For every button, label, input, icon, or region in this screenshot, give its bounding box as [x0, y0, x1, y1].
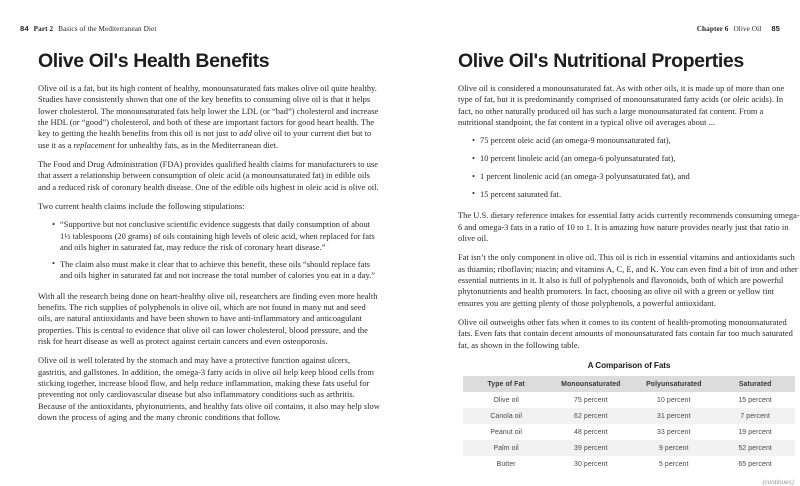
emphasis-replacement: replacement [73, 139, 115, 150]
list-item-label: 75 percent oleic acid (an omega-9 monounsaturated fat), [480, 135, 671, 146]
paragraph-dietary-ratio: The U.S. dietary reference intakes for essential fatty acids currently recommends consuming omega-6 and omega-3 fats in a ratio of 10 to 1. It is amazing how nature provides nearly just that ratio in olive oil. [458, 210, 800, 243]
paragraph-health-intro-part1: Olive oil is a fat, but its high content of healthy, monounsaturated fats makes olive oil quite healthy. Studies have consistently shown that one of the key benefits to consuming olive oil is that it helps lower cholesterol. The monounsaturated fats help lower the LDL (or “bad”) cholesterol and increase the HDL (or “good”) cholesterol, and both of these are important factors for good heart health. The key to getting the health benefits from this oil is not just to [38, 83, 379, 139]
cell-fat-type: Canola oil [490, 412, 522, 420]
list-item [467, 153, 800, 164]
paragraph-health-intro-part2: olive oil to your current diet but to use it as a [38, 128, 372, 150]
bullet-icon: • [52, 258, 55, 269]
fat-composition-list [467, 135, 800, 200]
cell-polyunsaturated: 31 percent [657, 412, 691, 420]
paragraph-table-lead-in: Olive oil outweighs other fats when it comes to its content of health-promoting monounsaturated fats. Even fats that contain decent amounts of monounsaturated fats contain far too much saturated fat, as shown in the following table. [458, 317, 793, 350]
column-header-type: Type of Fat [487, 380, 525, 388]
cell-polyunsaturated: 9 percent [658, 444, 689, 452]
table-row [463, 392, 795, 408]
cell-fat-type: Butter [496, 460, 516, 468]
cell-monounsaturated: 30 percent [574, 460, 608, 468]
table-continues-note: (continues) [762, 478, 794, 486]
table-header-row [463, 376, 795, 392]
paragraph-health-intro [38, 83, 380, 151]
page-title-health-benefits: Olive Oil's Health Benefits [38, 50, 270, 72]
right-column [458, 50, 800, 486]
list-item [467, 171, 800, 182]
column-header-saturated: Saturated [738, 380, 772, 388]
column-header-polyunsaturated: Polyunsaturated [646, 380, 702, 388]
cell-monounsaturated: 75 percent [574, 396, 608, 404]
chapter-title: Olive Oil [733, 25, 762, 33]
list-item [47, 219, 380, 253]
list-item-label: “Supportive but not conclusive scientific evidence suggests that daily consumption of about 1½ tablespoons (20 grams) of oils containing high levels of oleic acid, when replaced for fats and oils higher in saturated fat, may reduce the risk of coronary heart disease.” [60, 219, 375, 253]
running-head-left [20, 24, 156, 33]
list-item-label: The claim also must make it clear that to achieve this benefit, these oils “should replace fats and oils higher in saturated fat and not increase the total number of calories you eat in a day.” [60, 258, 376, 281]
paragraph-research-benefits: With all the research being done on heart-healthy olive oil, researchers are finding even more health benefits. The rich supplies of polyphenols in olive oil, which are not found in many nut and seed oils, are natural antioxidants and have been shown to have anti-inflammatory and anticoagulant properties. This is central to evidence that olive oil can lower cholesterol, blood pressure, and the risk for heart disease as well as protect against certain cancers and even osteoporosis. [38, 290, 378, 347]
list-item [467, 135, 800, 146]
paragraph-vitamins-antioxidants: Fat isn’t the only component in olive oil. This oil is rich in essential vitamins and antioxidants such as thiamin; riboflavin; niacin; and vitamins A, C, E, and K. You can even find a bit of iron and other essential nutrients in it. It also is full of polyphenols and flavonoids, both of which are powerful phytonutrients and health promoters. In fact, choosing an olive oil with a green or yellow tint ensures you are getting plenty of those polyphenols, a powerful antioxidant. [458, 252, 798, 308]
list-item-label: 15 percent saturated fat. [480, 188, 562, 199]
table-row [463, 456, 795, 472]
list-item-label: 1 percent linolenic acid (an omega-3 polyunsaturated fat), and [480, 171, 690, 182]
bullet-icon: • [472, 188, 475, 199]
cell-polyunsaturated: 33 percent [657, 428, 691, 436]
chapter-label: Chapter 6 [696, 25, 729, 33]
bullet-icon: • [52, 218, 55, 229]
paragraph-monounsaturated-intro: Olive oil is considered a monounsaturated fat. As with other oils, it is made up of more than one type of fat, but it is predominantly comprised of monounsaturated fatty acids (or oleic acids). In fact, no other naturally produced oil has such a large monounsaturated fat content. From a nutritional standpoint, the fat content in a typical olive oil averages about ... [458, 83, 785, 128]
emphasis-add: add [239, 128, 252, 139]
part-label: Part 2 [33, 25, 54, 33]
list-item [467, 189, 800, 200]
page-folio-right: 85 [771, 24, 780, 33]
table-body [463, 392, 795, 472]
bullet-icon: • [472, 152, 475, 163]
list-item [47, 259, 380, 282]
column-header-monounsaturated: Monounsaturated [561, 380, 621, 388]
cell-fat-type: Olive oil [493, 396, 519, 404]
paragraph-fda-claims: The Food and Drug Administration (FDA) provides qualified health claims for manufacturers to use that assert a relationship between consumption of oleic acid (a monounsaturated fat) in edible oils and a reduced risk of coronary health disease. One of the edible oils highest in oleic acid is olive oil. [38, 159, 379, 192]
cell-fat-type: Palm oil [493, 444, 519, 452]
table-row [463, 424, 795, 440]
table-header [463, 376, 795, 392]
cell-polyunsaturated: 5 percent [658, 460, 689, 468]
cell-saturated: 15 percent [738, 396, 772, 404]
cell-saturated: 7 percent [740, 412, 770, 420]
table-title: A Comparison of Fats [587, 361, 671, 371]
page-title-nutritional-properties: Olive Oil's Nutritional Properties [458, 50, 744, 72]
paragraph-digestive-benefits: Olive oil is well tolerated by the stomach and may have a protective function against ulcers, gastritis, and gallstones. In addition, the omega-3 fatty acids in olive oil help keep blood cells from sticking together, increase blood flow, and help reduce inflammation, making these fats useful for preventing not only cardiovascular disease but also inflammatory conditions such as arthritis. Because of the antioxidants, phytonutrients, and healthy fats olive oil contains, it also may help slow down the process of aging and the many chronic conditions that follow. [38, 355, 380, 423]
paragraph-health-intro-part3: for unhealthy fats, as in the Mediterranean diet. [115, 139, 279, 150]
cell-saturated: 19 percent [738, 428, 772, 436]
cell-saturated: 52 percent [738, 444, 772, 452]
table-row [463, 408, 795, 424]
left-column [38, 50, 380, 431]
health-claims-list [47, 219, 380, 281]
cell-monounsaturated: 39 percent [574, 444, 608, 452]
cell-saturated: 65 percent [738, 460, 772, 468]
table-row [463, 440, 795, 456]
bullet-icon: • [472, 170, 475, 181]
cell-polyunsaturated: 10 percent [657, 396, 691, 404]
fats-comparison-table [463, 376, 795, 472]
part-title: Basics of the Mediterranean Diet [58, 25, 157, 33]
list-item-label: 10 percent linoleic acid (an omega-6 polyunsaturated fat), [480, 153, 676, 164]
cell-monounsaturated: 48 percent [574, 428, 608, 436]
cell-fat-type: Peanut oil [490, 428, 522, 436]
cell-monounsaturated: 62 percent [574, 412, 608, 420]
paragraph-claims-lead-in: Two current health claims include the following stipulations: [38, 201, 245, 212]
running-head-right [697, 24, 780, 33]
fats-comparison-table-wrap [458, 361, 800, 486]
bullet-icon: • [472, 134, 475, 145]
page-folio-left: 84 [20, 24, 29, 33]
